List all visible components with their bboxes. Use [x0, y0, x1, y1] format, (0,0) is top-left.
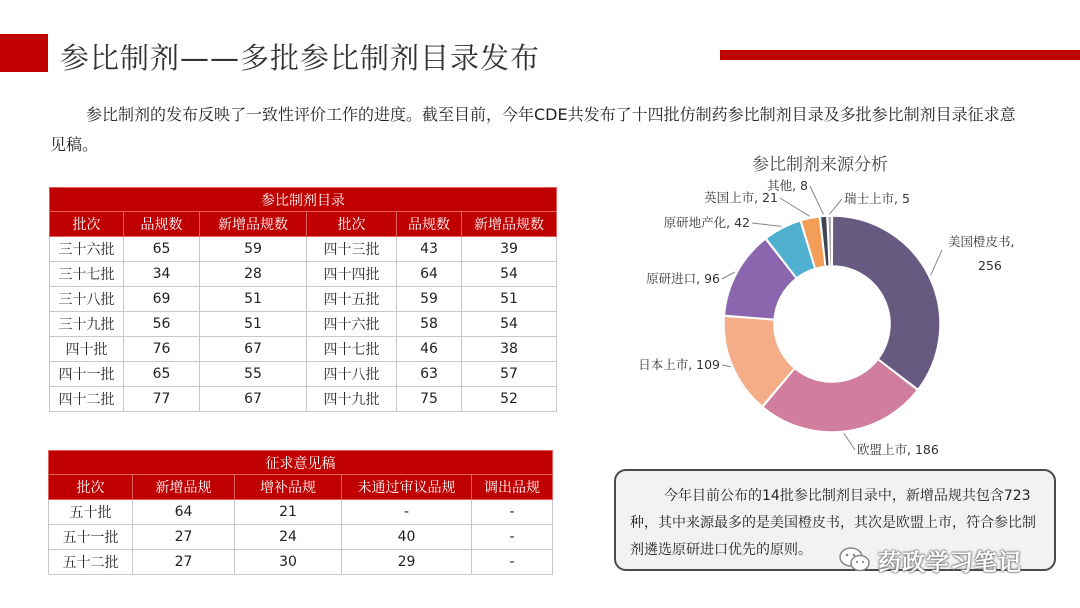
- table-cell: -: [472, 550, 553, 575]
- table-cell: 29: [342, 550, 472, 575]
- table-cell: 57: [462, 362, 557, 387]
- table-cell: 75: [397, 387, 462, 412]
- column-header: 未通过审议品规: [342, 475, 472, 500]
- column-header: 批次: [50, 212, 124, 237]
- table-row: [49, 500, 553, 525]
- leader-line: [752, 223, 781, 226]
- donut-slice: [832, 216, 940, 389]
- page-title: 参比制剂——多批参比制剂目录发布: [60, 41, 541, 75]
- column-header: 新增品规数: [462, 212, 557, 237]
- table-cell: 27: [133, 525, 235, 550]
- table-cell: 39: [462, 237, 557, 262]
- table-cell: 67: [200, 337, 307, 362]
- table-header-row: [49, 475, 553, 500]
- table-row: [49, 525, 553, 550]
- title-accent-block: [0, 34, 48, 72]
- table-cell: -: [472, 525, 553, 550]
- table-row: [49, 550, 553, 575]
- table-cell: 77: [124, 387, 200, 412]
- table-cell: 67: [200, 387, 307, 412]
- table-cell: 27: [133, 550, 235, 575]
- table-cell: 51: [462, 287, 557, 312]
- table-cell: 69: [124, 287, 200, 312]
- intro-paragraph: 参比制剂的发布反映了一致性评价工作的进度。截至目前，今年CDE共发布了十四批仿制药参比制剂目录及多批参比制剂目录征求意见稿。: [50, 105, 1016, 154]
- table-cell: 55: [200, 362, 307, 387]
- table-cell: 四十七批: [307, 337, 397, 362]
- data-label: 英国上市, 21: [704, 190, 778, 205]
- watermark: [838, 540, 1022, 580]
- data-label: 其他, 8: [767, 178, 808, 193]
- table-row: [50, 262, 557, 287]
- data-label: 瑞士上市, 5: [844, 191, 910, 206]
- summary-note: 今年目前公布的14批参比制剂目录中，新增品规共包含723种，其中来源最多的是美国橙皮书，其次是欧盟上市，符合参比制剂遴选原研进口优先的原则。: [614, 469, 1056, 571]
- table-cell: 四十批: [50, 337, 124, 362]
- wechat-icon: [838, 545, 872, 575]
- reference-catalog-table: [49, 187, 557, 412]
- table-row: [50, 237, 557, 262]
- table-cell: 54: [462, 262, 557, 287]
- table-cell: 三十七批: [50, 262, 124, 287]
- chart-title: 参比制剂来源分析: [752, 155, 888, 175]
- table-cell: 59: [200, 237, 307, 262]
- title-accent-line: [720, 50, 1080, 60]
- table-caption: 征求意见稿: [49, 451, 553, 475]
- table-cell: 三十八批: [50, 287, 124, 312]
- table-cell: 51: [200, 287, 307, 312]
- column-header: 品规数: [124, 212, 200, 237]
- table-row: [50, 287, 557, 312]
- table-cell: 三十九批: [50, 312, 124, 337]
- table-cell: 四十四批: [307, 262, 397, 287]
- table-cell: 58: [397, 312, 462, 337]
- table-cell: 43: [397, 237, 462, 262]
- table-cell: 65: [124, 237, 200, 262]
- table-cell: 52: [462, 387, 557, 412]
- leader-line: [931, 250, 942, 275]
- column-header: 增补品规: [235, 475, 342, 500]
- leader-line: [830, 199, 842, 214]
- leader-line: [780, 198, 810, 216]
- table-cell: -: [472, 500, 553, 525]
- table-cell: 64: [397, 262, 462, 287]
- table-cell: 四十五批: [307, 287, 397, 312]
- data-label: 原研进口, 96: [646, 271, 720, 286]
- table-cell: 四十一批: [50, 362, 124, 387]
- table-cell: 76: [124, 337, 200, 362]
- source-donut-chart: [610, 178, 1060, 468]
- leader-line: [722, 365, 731, 367]
- column-header: 新增品规: [133, 475, 235, 500]
- data-label: 日本上市, 109: [638, 357, 720, 372]
- table-cell: 30: [235, 550, 342, 575]
- table-cell: 59: [397, 287, 462, 312]
- table-row: [50, 387, 557, 412]
- table-cell: 四十九批: [307, 387, 397, 412]
- table-cell: 24: [235, 525, 342, 550]
- data-label: 原研地产化, 42: [663, 215, 750, 230]
- leader-line: [844, 433, 855, 450]
- table-cell: 28: [200, 262, 307, 287]
- table-row: [50, 362, 557, 387]
- table-cell: 四十二批: [50, 387, 124, 412]
- table-cell: 34: [124, 262, 200, 287]
- column-header: 品规数: [397, 212, 462, 237]
- table-cell: 46: [397, 337, 462, 362]
- table-cell: 54: [462, 312, 557, 337]
- table-cell: 五十一批: [49, 525, 133, 550]
- draft-comments-table: [48, 450, 553, 575]
- column-header: 新增品规数: [200, 212, 307, 237]
- table-row: [50, 312, 557, 337]
- table-header-row: [50, 212, 557, 237]
- column-header: 批次: [49, 475, 133, 500]
- table-cell: 四十六批: [307, 312, 397, 337]
- table-cell: 五十批: [49, 500, 133, 525]
- table-cell: 64: [133, 500, 235, 525]
- table-cell: 21: [235, 500, 342, 525]
- data-label: 欧盟上市, 186: [857, 442, 939, 457]
- table-cell: 40: [342, 525, 472, 550]
- table-cell: 65: [124, 362, 200, 387]
- table-cell: 三十六批: [50, 237, 124, 262]
- table-caption: 参比制剂目录: [50, 188, 557, 212]
- data-label: 美国橙皮书, 256: [948, 234, 1015, 273]
- leader-line: [722, 272, 735, 279]
- table-row: [50, 337, 557, 362]
- table-cell: 63: [397, 362, 462, 387]
- table-cell: 四十八批: [307, 362, 397, 387]
- table-cell: 56: [124, 312, 200, 337]
- watermark-text: 药政学习笔记: [878, 549, 1022, 576]
- column-header: 批次: [307, 212, 397, 237]
- table-cell: -: [342, 500, 472, 525]
- leader-line: [810, 186, 823, 214]
- table-cell: 51: [200, 312, 307, 337]
- table-cell: 38: [462, 337, 557, 362]
- table-cell: 四十三批: [307, 237, 397, 262]
- table-cell: 五十二批: [49, 550, 133, 575]
- column-header: 调出品规: [472, 475, 553, 500]
